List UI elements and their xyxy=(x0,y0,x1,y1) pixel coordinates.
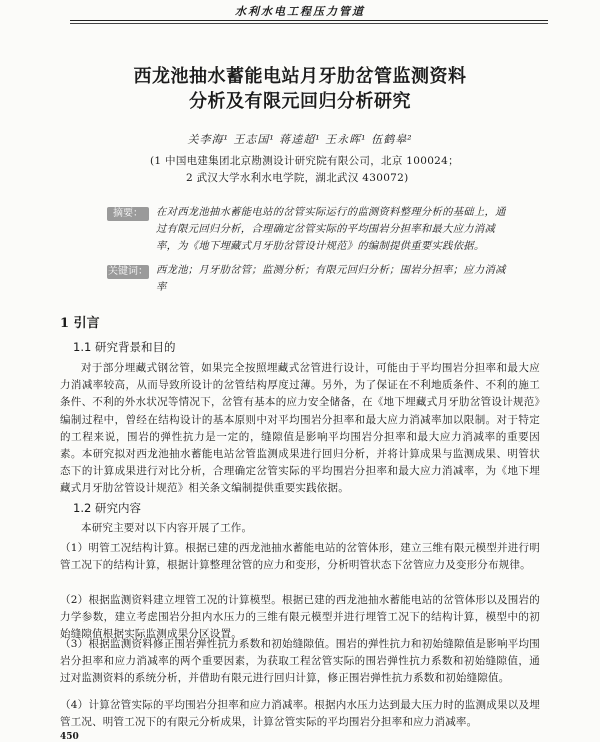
page-number: 450 xyxy=(60,732,79,742)
keywords-text: 西龙池；月牙肋岔管；监测分析；有限元回归分析；围岩分担率；应力消减率 xyxy=(156,264,506,293)
keywords-label: 关键词： xyxy=(108,266,148,277)
affiliation-2: 2 武汉大学水利水电学院，湖北武汉 430072) xyxy=(186,172,409,184)
list-item-2: （2）根据监测资料建立埋管工况的计算模型。根据已建的西龙池抽水蓄能电站的岔管体形以及围岩的力学参数，建立考虑围岩分担内水压力的三维有限元模型并进行埋管工况下的结构计算，模型中的初始缝隙值根据实际监测成果分区设置。 xyxy=(60,594,540,641)
abstract-label: 摘要： xyxy=(107,207,149,221)
section-heading-intro: 1 引言 xyxy=(60,316,100,331)
paragraph-intro: 本研究主要对以下内容开展了工作。 xyxy=(81,522,253,534)
list-item-4: （4）计算岔管实际的平均围岩分担率和应力消减率。根据内水压力达到最大压力时的监测成果以及埋管工况、明管工况下的有限元分析成果，计算岔管实际的平均围岩分担率和应力消减率。 xyxy=(60,699,540,729)
affiliation-1: (1 中国电建集团北京勘测设计研究院有限公司，北京 100024； xyxy=(150,155,459,167)
header-rule-thin xyxy=(70,23,548,24)
abstract-text: 在对西龙池抽水蓄能电站的岔管实际运行的监测资料整理分析的基础上，通过有限元回归分析，合理确定岔管实际的平均围岩分担率和最大应力消减率，为《地下埋藏式月牙肋岔管设计规范》的编制提供重要实践依据。 xyxy=(156,206,506,252)
paragraph-background: 对于部分埋藏式钢岔管，如果完全按照埋藏式岔管进行设计，可能由于平均围岩分担率和最大应力消减率较高，从而导致所设计的岔管结构厚度过薄。另外，为了保证在不利地质条件、不利的施工条件、不利的外水状况等情况下，岔管有基本的应力安全储备，在《地下埋藏式月牙肋岔管设计规范》编制过程中，曾经在结构设计的基本原则中对平均围岩分担率和最大应力消减率加以限制。对于特定的工程来说，围岩的弹性抗力是一定的，缝隙值是影响平均围岩分担率和最大应力消减率的重要因素。本研究拟对西龙池抽水蓄能电站岔管监测成果进行回归分析，并将计算成果与监测成果、明管状态下的计算成果进行对比分析，合理确定岔管实际的平均围岩分担率和最大应力消减率，为《地下埋藏式月牙肋岔管设计规范》相关条文编制提供重要实践依据。 xyxy=(60,362,540,495)
running-head: 水利水电工程压力管道 xyxy=(235,5,365,18)
paper-title-line-1: 西龙池抽水蓄能电站月牙肋岔管监测资料 xyxy=(133,66,467,87)
list-item-1: （1）明管工况结构计算。根据已建的西龙池抽水蓄能电站的岔管体形，建立三维有限元模型并进行明管工况下的结构计算，根据计算整理岔管的应力和变形，分析明管状态下岔管应力及变形分布规律。 xyxy=(60,542,540,572)
header-rule xyxy=(70,20,548,21)
author-list: 关李海¹ 王志国¹ 蒋逵超¹ 王永晖¹ 伍鹤皋² xyxy=(187,133,413,146)
subsection-heading-1-1: 1.1 研究背景和目的 xyxy=(73,340,176,354)
paper-title-line-2: 分析及有限元回归分析研究 xyxy=(189,91,411,112)
list-item-3: （3）根据监测资料修正围岩弹性抗力系数和初始缝隙值。围岩的弹性抗力和初始缝隙值是影响平均围岩分担率和应力消减率的两个重要因素，为获取工程岔管实际的围岩弹性抗力系数和初始缝隙值，通过对监测资料的系统分析，并借助有限元进行回归计算，修正围岩弹性抗力系数和初始缝隙值。 xyxy=(60,638,540,685)
subsection-heading-1-2: 1.2 研究内容 xyxy=(73,501,141,515)
